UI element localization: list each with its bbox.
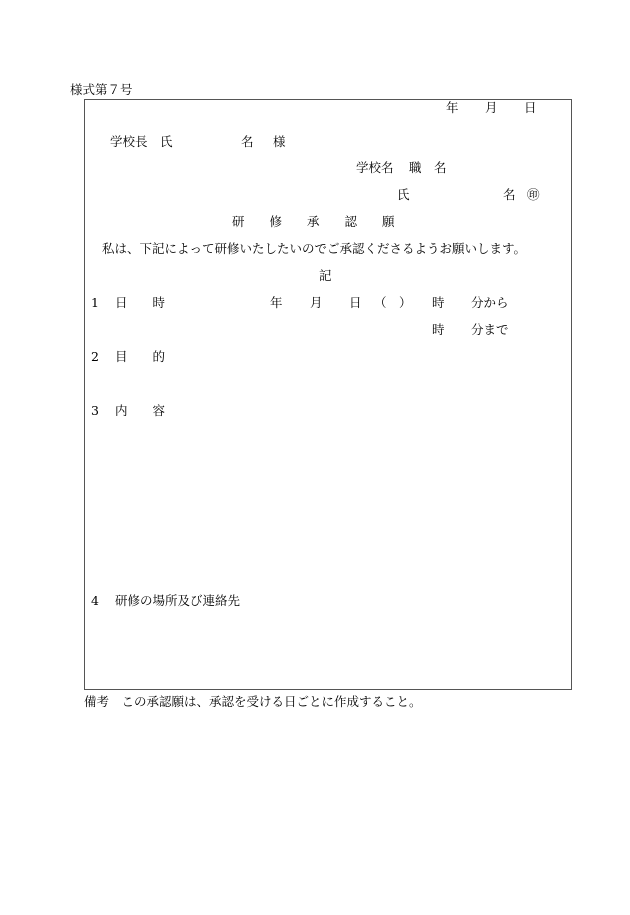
item-4-number: 4 [91, 593, 99, 608]
datetime-hour-from: 時 [432, 295, 445, 310]
date-year: 年 [446, 100, 459, 115]
request-text: 私は、下記によって研修いたしたいのでご承認くださるようお願いします。 [102, 241, 527, 256]
ki-heading: 記 [319, 268, 332, 283]
addressee-name: 名 [241, 134, 254, 149]
datetime-day: 日 [349, 295, 362, 310]
applicant-mei: 名 [503, 187, 516, 202]
addressee-school-head: 学校長 氏 [110, 134, 173, 149]
seal-mark: ㊞ [527, 187, 540, 202]
date-month: 月 [485, 100, 498, 115]
datetime-minute-from: 分から [471, 295, 509, 310]
datetime-minute-to: 分まで [471, 322, 509, 337]
datetime-weekday: （ ） [374, 295, 412, 310]
remarks: 備考 この承認願は、承認を受ける日ごとに作成すること。 [84, 694, 422, 709]
form-title: 研 修 承 認 願 [232, 214, 395, 229]
applicant-position: 職 名 [409, 160, 447, 175]
item-4-label: 研修の場所及び連絡先 [115, 593, 241, 608]
item-3-number: 3 [91, 403, 99, 418]
datetime-year: 年 [270, 295, 283, 310]
datetime-hour-to: 時 [432, 322, 445, 337]
item-3-label: 内 容 [115, 403, 166, 418]
applicant-shi: 氏 [397, 187, 410, 202]
item-2-number: 2 [91, 349, 99, 364]
form-number: 様式第７号 [70, 82, 133, 97]
item-1-label: 日 時 [115, 295, 166, 310]
applicant-school-name: 学校名 [356, 160, 394, 175]
item-2-label: 目 的 [115, 349, 166, 364]
item-1-number: 1 [91, 295, 99, 310]
date-day: 日 [524, 100, 537, 115]
addressee-sama: 様 [273, 134, 286, 149]
datetime-month: 月 [310, 295, 323, 310]
